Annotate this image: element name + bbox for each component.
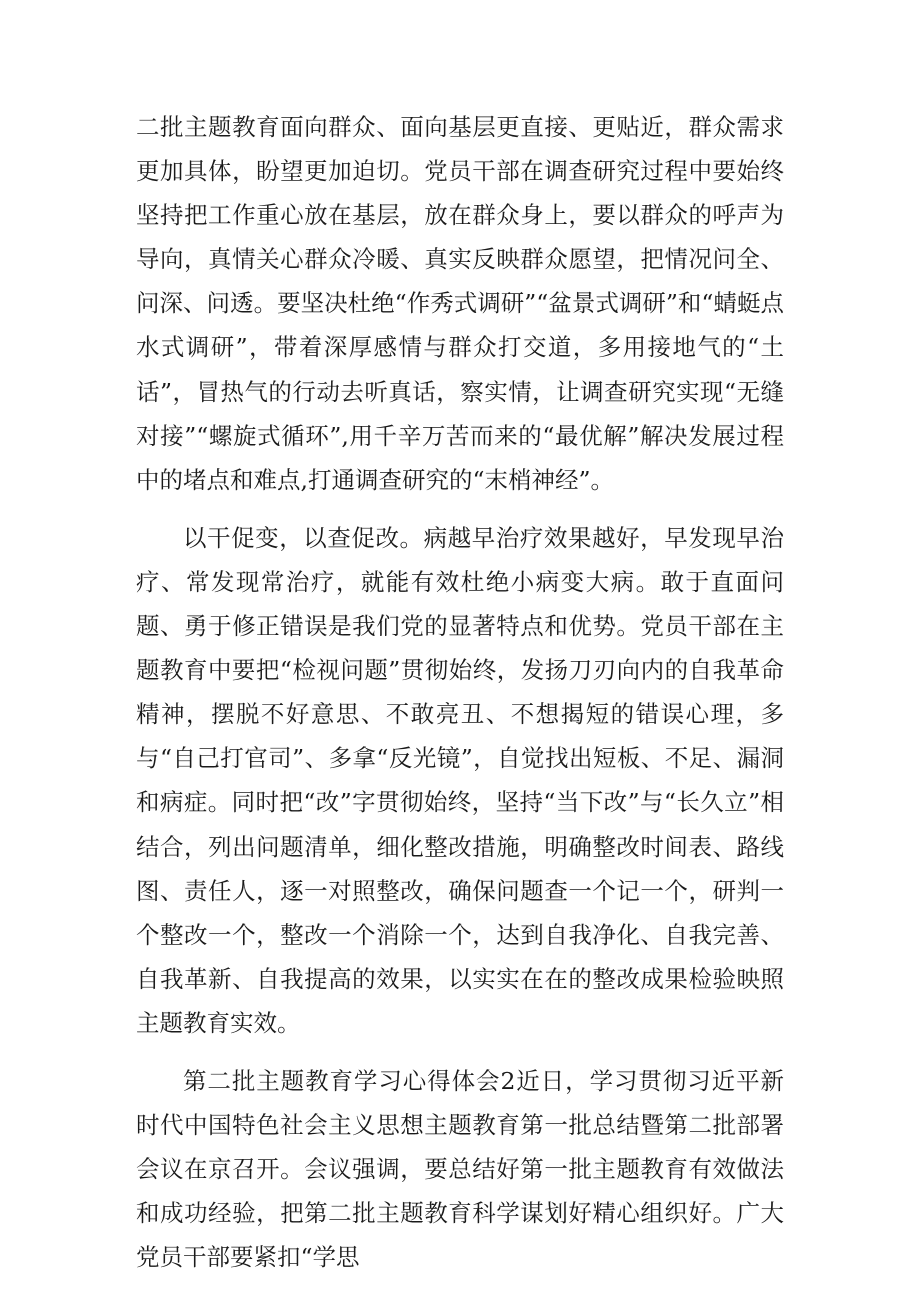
paragraph-rectification: 以干促变，以查促改。病越早治疗效果越好，早发现早治疗、常发现常治疗，就能有效杜绝小病变大病。敢于直面问题、勇于修正错误是我们党的显著特点和优势。党员干部在主题教育中要把“检视问题”贯彻始终，发扬刀刃向内的自我革命精神，摆脱不好意思、不敢亮丑、不想揭短的错误心理，多与“自己打官司”、多拿“反光镜”，自觉找出短板、不足、漏洞和病症。同时把“改”字贯彻始终，坚持“当下改”与“长久立”相结合，列出问题清单，细化整改措施，明确整改时间表、路线图、责任人，逐一对照整改，确保问题查一个记一个，研判一个整改一个，整改一个消除一个，达到自我净化、自我完善、自我革新、自我提高的效果，以实实在在的整改成果检验映照主题教育实效。 <box>136 523 784 1037</box>
paragraph-continuation: 二批主题教育面向群众、面向基层更直接、更贴近，群众需求更加具体，盼望更加迫切。党员干部在调查研究过程中要始终坚持把工作重心放在基层，放在群众身上，要以群众的呼声为导向，真情关心群众冷暖、真实反映群众愿望，把情况问全、问深、问透。要坚决杜绝“作秀式调研”“盆景式调研”和“蜻蜓点水式调研”，带着深厚感情与群众打交道，多用接地气的“土话”，冒热气的行动去听真话，察实情，让调查研究实现“无缝对接”“螺旋式循环”,用千辛万苦而来的“最优解”解决发展过程中的堵点和难点,打通调查研究的“末梢神经”。 <box>136 113 784 494</box>
document-page <box>136 105 784 1279</box>
paragraph-second-batch: 第二批主题教育学习心得体会2近日，学习贯彻习近平新时代中国特色社会主义思想主题教育第一批总结暨第二批部署会议在京召开。会议强调，要总结好第一批主题教育有效做法和成功经验，把第二批主题教育科学谋划好精心组织好。广大党员干部要紧扣“学思 <box>136 1066 784 1272</box>
